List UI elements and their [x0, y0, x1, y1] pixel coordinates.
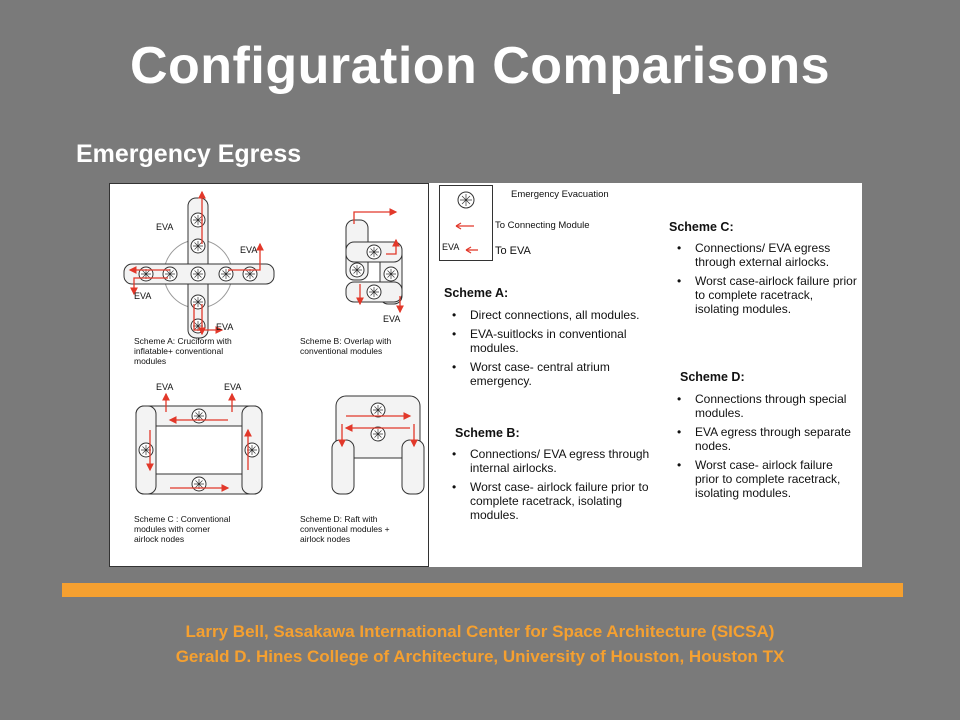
scheme-a-sketch [124, 192, 274, 338]
egress-figure [109, 183, 862, 567]
scheme-d-item: • Worst case- airlock failure prior to complete racetrack, isolating modules. [669, 458, 859, 500]
scheme-c-list [669, 241, 859, 321]
eva-label-a3: EVA [134, 291, 152, 301]
accent-rule [62, 583, 903, 597]
eva-label-a1: EVA [156, 222, 174, 232]
scheme-d-item: • Connections through special modules. [669, 392, 859, 420]
credit-line-1: Larry Bell, Sasakawa International Center for Space Architecture (SICSA) [185, 622, 775, 641]
hub-icon [458, 192, 474, 208]
scheme-b-title: Scheme B: [455, 426, 520, 440]
scheme-c-sketch [136, 394, 262, 494]
scheme-a-item: • EVA-suitlocks in conventional modules. [444, 327, 674, 355]
scheme-b-caption: Scheme B: Overlap with conventional modules [300, 336, 392, 356]
scheme-c-item: • Connections/ EVA egress through external airlocks. [669, 241, 859, 269]
scheme-b-sketch [346, 212, 402, 312]
scheme-a-item: • Direct connections, all modules. [444, 308, 674, 322]
scheme-a-list [444, 308, 674, 393]
slide-title: Configuration Comparisons [129, 37, 831, 95]
scheme-d-item: • EVA egress through separate nodes. [669, 425, 859, 453]
scheme-a-item: • Worst case- central atrium emergency. [444, 360, 674, 388]
scheme-a-caption: Scheme A: Cruciform with inflatable+ conventional modules [134, 336, 232, 366]
scheme-sketches-drawing [110, 184, 430, 568]
slide-subtitle: Emergency Egress [76, 140, 302, 168]
scheme-c-caption: Scheme C : Conventional modules with corner airlock nodes [134, 514, 231, 544]
eva-label-a2: EVA [240, 245, 258, 255]
credit-line-2: Gerald D. Hines College of Architecture, University of Houston, Houston TX [175, 647, 785, 666]
scheme-d-caption: Scheme D: Raft with conventional modules + airlock nodes [300, 514, 390, 544]
scheme-d-list [669, 392, 859, 505]
scheme-d-sketch [332, 396, 424, 494]
scheme-a-title: Scheme A: [444, 286, 509, 300]
legend-to-module: To Connecting Module [495, 220, 590, 231]
legend-title: Emergency Evacuation [511, 189, 609, 200]
scheme-b-item: • Worst case- airlock failure prior to complete racetrack, isolating modules. [444, 480, 674, 522]
eva-label-a4: EVA [216, 322, 234, 332]
legend-eva-tag: EVA [442, 242, 460, 252]
scheme-b-item: • Connections/ EVA egress through internal airlocks. [444, 447, 674, 475]
scheme-b-list [444, 447, 674, 527]
legend-box [439, 185, 493, 261]
scheme-c-item: • Worst case-airlock failure prior to complete racetrack, isolating modules. [669, 274, 859, 316]
eva-label-b: EVA [383, 314, 401, 324]
scheme-d-title: Scheme D: [680, 370, 745, 384]
scheme-c-title: Scheme C: [669, 220, 734, 234]
eva-label-c1: EVA [156, 382, 174, 392]
legend-to-eva: To EVA [495, 245, 531, 257]
eva-label-c2: EVA [224, 382, 242, 392]
scheme-sketches-panel [109, 183, 429, 567]
